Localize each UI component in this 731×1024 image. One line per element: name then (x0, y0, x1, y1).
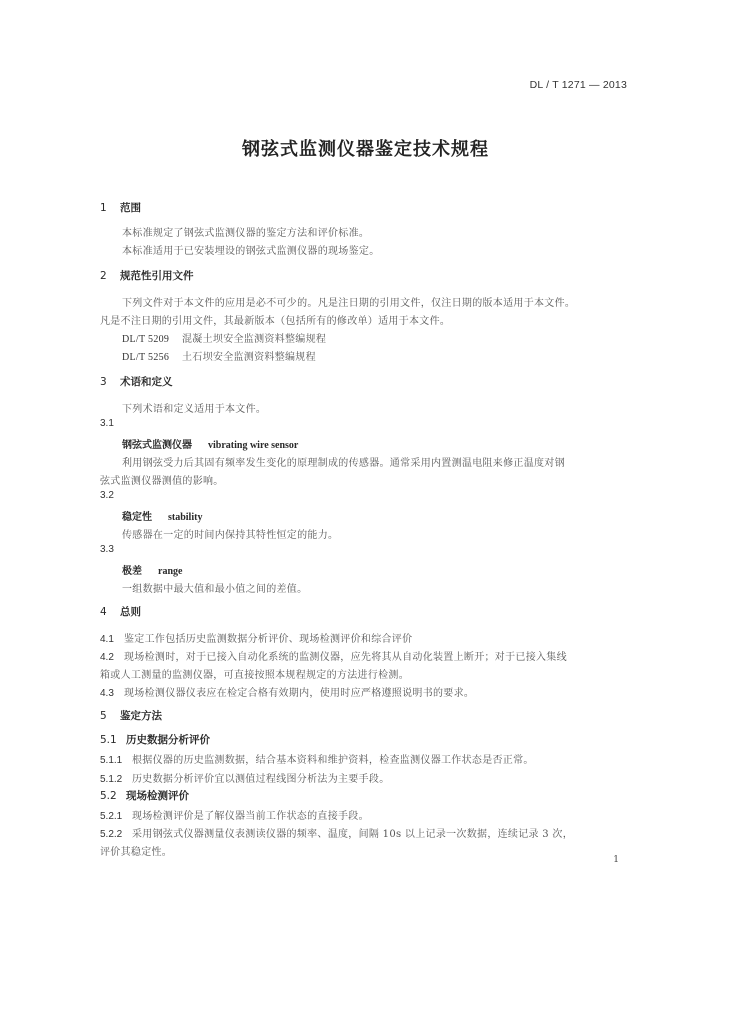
term-definition-line-1: 传感器在一定的时间内保持其特性恒定的能力。 (122, 530, 339, 541)
section-number: 2 (100, 270, 107, 282)
subsection-title: 现场检测评价 (126, 790, 189, 802)
term-definition-line-1: 一组数据中最大值和最小值之间的差值。 (122, 584, 308, 595)
clause-number: 4.3 (100, 688, 114, 699)
term-english: range (158, 566, 183, 577)
clause-text: 现场检测评价是了解仪器当前工作状态的直接手段。 (132, 811, 369, 822)
clause-item (100, 770, 390, 785)
reference-title: 混凝土坝安全监测资料整编规程 (182, 334, 327, 345)
reference-code: DL/T 5209 (122, 334, 170, 345)
reference-item (122, 330, 326, 345)
reference-item (122, 348, 316, 363)
subsection-5-2-heading (100, 788, 189, 803)
section-number: 4 (100, 606, 107, 618)
subsection-title: 历史数据分析评价 (126, 734, 210, 746)
clause-text: 鉴定工作包括历史监测数据分析评价、现场检测评价和综合评价 (124, 634, 413, 645)
term-chinese: 稳定性 (122, 512, 152, 523)
clause-text-continuation: 评价其稳定性。 (100, 847, 173, 858)
section-title: 鉴定方法 (120, 710, 162, 722)
section-3-heading (100, 374, 173, 389)
section-title: 范围 (120, 202, 141, 214)
section-2-paragraph-line-1: 下列文件对于本文件的应用是必不可少的。凡是注日期的引用文件，仅注日期的版本适用于本文件。 (122, 298, 576, 309)
term-name (122, 436, 298, 451)
section-title: 术语和定义 (120, 376, 173, 388)
document-code: DL / T 1271 — 2013 (529, 79, 627, 91)
term-number: 3.2 (100, 490, 114, 501)
section-title: 规范性引用文件 (120, 270, 194, 282)
subsection-number: 5.2 (100, 790, 117, 802)
subsection-number: 5.1 (100, 734, 117, 746)
clause-number: 5.1.2 (100, 774, 123, 785)
section-number: 5 (100, 710, 107, 722)
clause-item (100, 825, 573, 840)
clause-text: 历史数据分析评价宜以测值过程线图分析法为主要手段。 (132, 774, 390, 785)
clause-item (100, 751, 534, 766)
clause-number: 5.2.2 (100, 829, 123, 840)
clause-number: 4.1 (100, 634, 114, 645)
section-1-paragraph-2: 本标准适用于已安装埋设的钢弦式监测仪器的现场鉴定。 (122, 246, 380, 257)
clause-item (100, 630, 412, 645)
reference-code: DL/T 5256 (122, 352, 170, 363)
section-5-heading (100, 708, 162, 723)
term-english: stability (168, 512, 203, 523)
clause-text: 根据仪器的历史监测数据，结合基本资料和维护资料，检查监测仪器工作状态是否正常。 (132, 755, 534, 766)
page-number: 1 (613, 855, 619, 865)
section-title: 总则 (120, 606, 141, 618)
clause-text-continuation: 箱或人工测量的监测仪器，可直接按照本规程规定的方法进行检测。 (100, 670, 409, 681)
clause-number: 4.2 (100, 652, 114, 663)
term-number: 3.1 (100, 418, 114, 429)
document-title: 钢弦式监测仪器鉴定技术规程 (242, 139, 489, 160)
term-number: 3.3 (100, 544, 114, 555)
section-3-intro: 下列术语和定义适用于本文件。 (122, 404, 267, 415)
clause-number: 5.2.1 (100, 811, 123, 822)
clause-text: 采用钢弦式仪器测量仪表测读仪器的频率、温度，间隔 10s 以上记录一次数据，连续记录 3 次， (132, 829, 574, 840)
section-2-paragraph-line-2: 凡是不注日期的引用文件，其最新版本（包括所有的修改单）适用于本文件。 (100, 316, 451, 327)
term-name (122, 562, 182, 577)
section-1-heading (100, 200, 141, 215)
term-definition-line-2: 弦式监测仪器测值的影响。 (100, 476, 224, 487)
term-chinese: 极差 (122, 566, 142, 577)
clause-text: 现场检测仪器仪表应在检定合格有效期内，使用时应严格遵照说明书的要求。 (124, 688, 475, 699)
clause-number: 5.1.1 (100, 755, 123, 766)
section-1-paragraph-1: 本标准规定了钢弦式监测仪器的鉴定方法和评价标准。 (122, 228, 370, 239)
section-4-heading (100, 604, 141, 619)
clause-item (100, 648, 567, 663)
section-number: 1 (100, 202, 107, 214)
term-chinese: 钢弦式监测仪器 (122, 440, 192, 451)
clause-item (100, 807, 369, 822)
section-number: 3 (100, 376, 107, 388)
clause-item (100, 684, 474, 699)
term-name (122, 508, 202, 523)
term-definition-line-1: 利用钢弦受力后其固有频率发生变化的原理制成的传感器。通常采用内置测温电阻来修正温度对钢 (122, 458, 565, 469)
clause-text: 现场检测时，对于已接入自动化系统的监测仪器，应先将其从自动化装置上断开；对于已接入集线 (124, 652, 567, 663)
term-english: vibrating wire sensor (208, 440, 299, 451)
section-2-heading (100, 268, 194, 283)
subsection-5-1-heading (100, 732, 210, 747)
reference-title: 土石坝安全监测资料整编规程 (182, 352, 316, 363)
